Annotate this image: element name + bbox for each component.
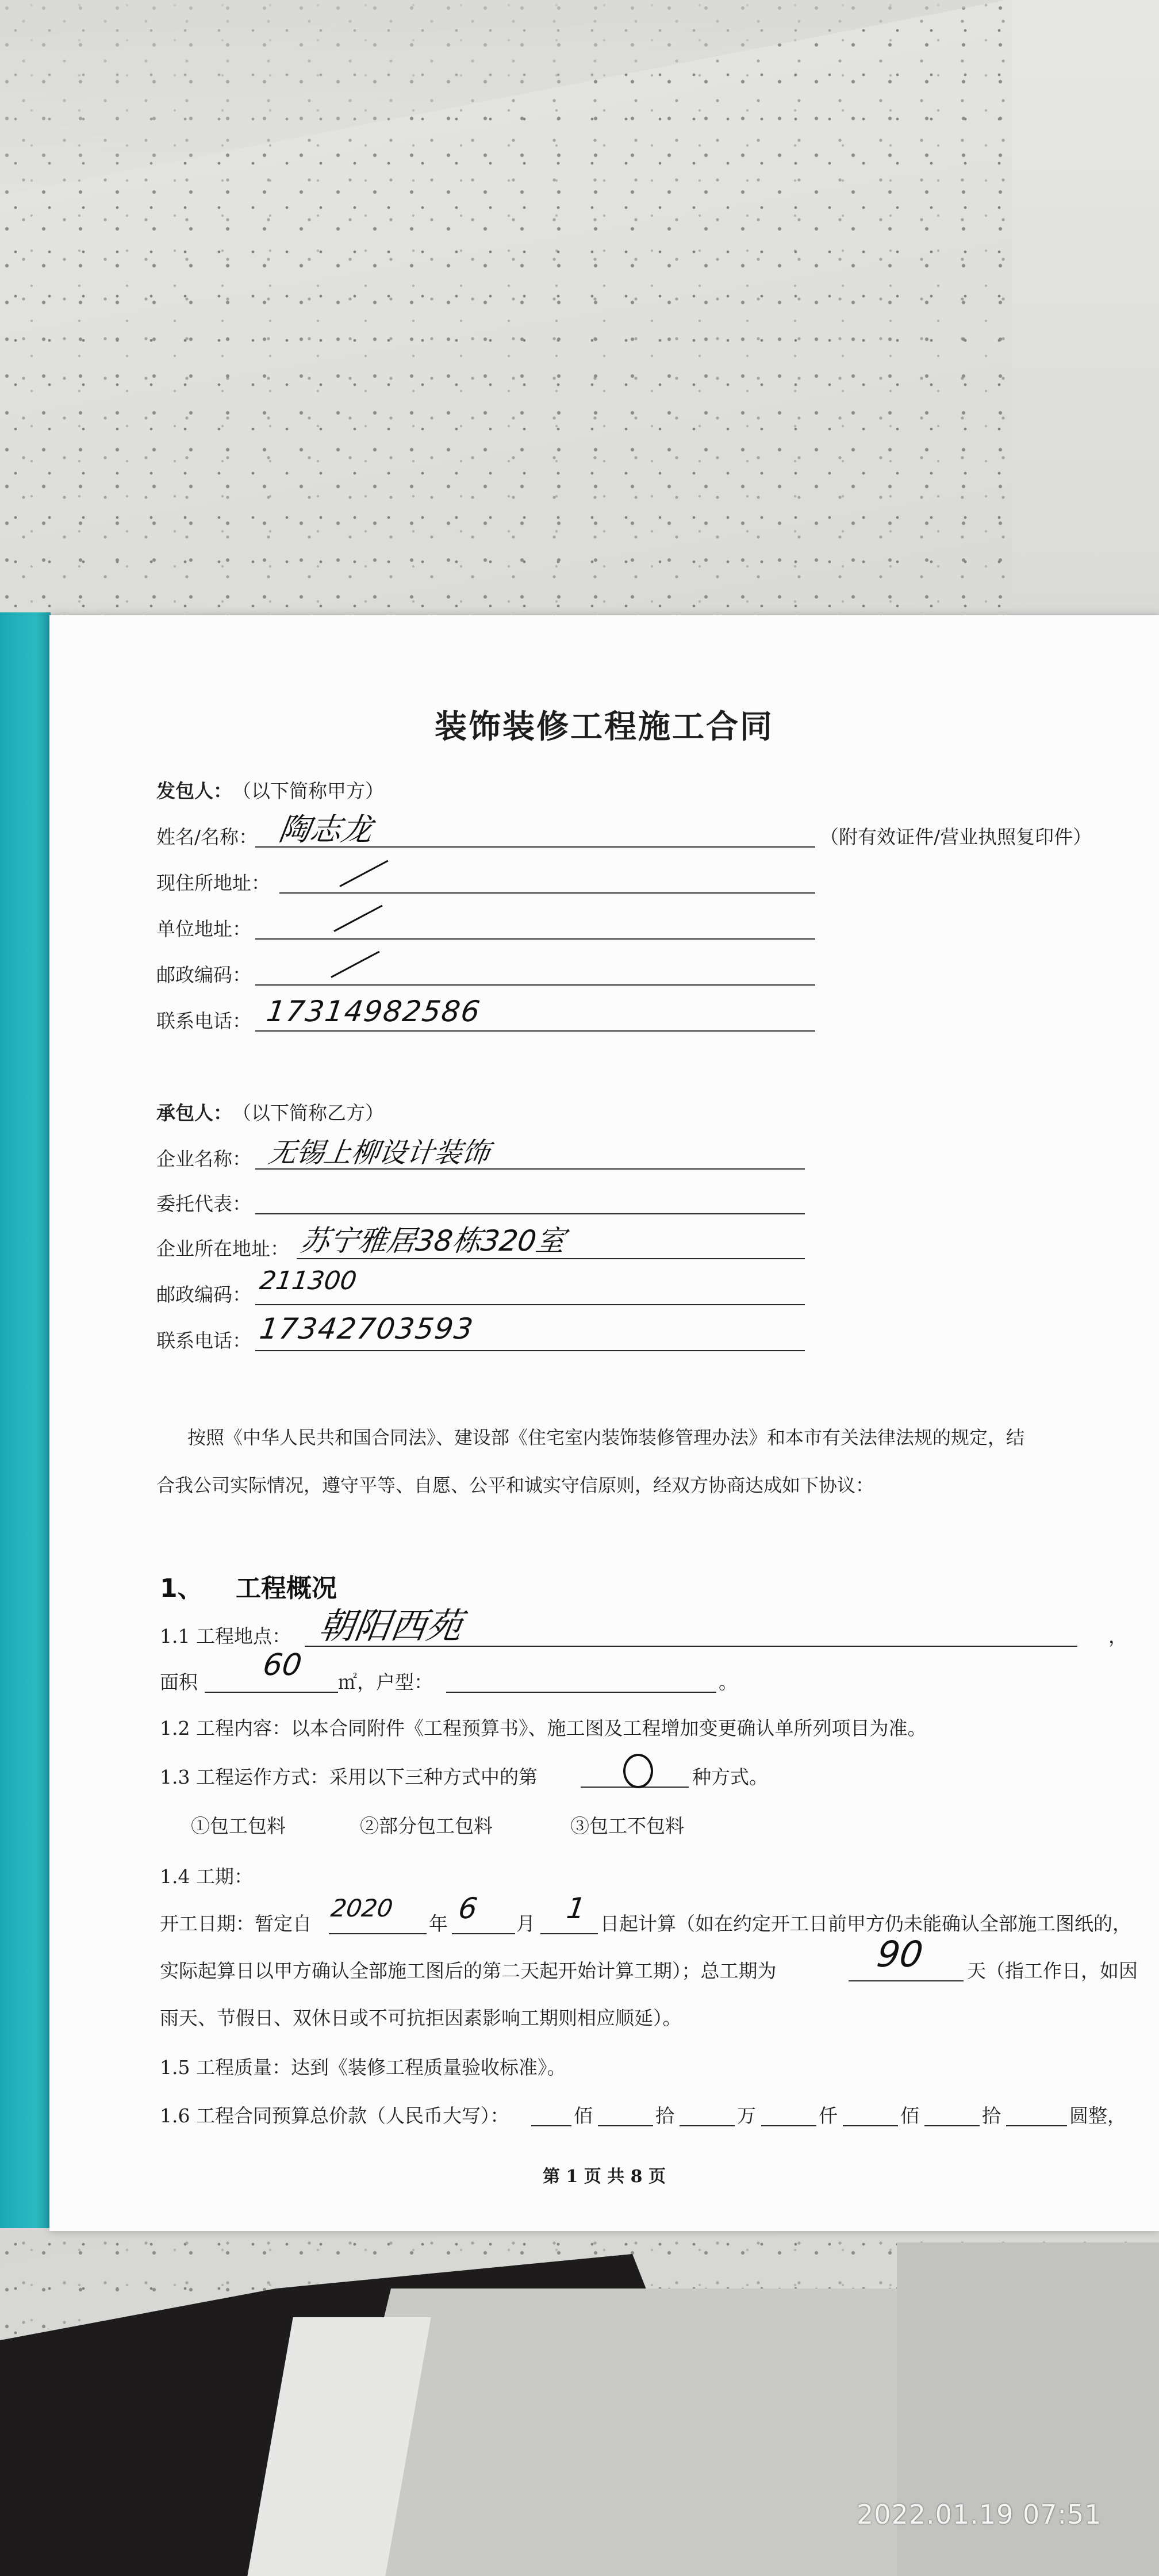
- location-end: ，: [1108, 1625, 1127, 1647]
- party-a-postcode-label: 邮政编码：: [156, 964, 251, 986]
- party-b-agent-line: [255, 1213, 805, 1214]
- option-2: ②部分包工包料: [360, 1815, 493, 1837]
- price-blank-4: [761, 2125, 816, 2126]
- party-b-postcode-label: 邮政编码：: [156, 1283, 251, 1306]
- layout-line: [446, 1692, 716, 1693]
- price-blank-3: [680, 2125, 735, 2126]
- option-1: ①包工包料: [191, 1815, 286, 1837]
- period-label: 1.4 工期：: [160, 1865, 253, 1888]
- photo-timestamp: 2022.01.19 07:51: [857, 2499, 1102, 2530]
- start-prefix: 开工日期：暂定自: [160, 1912, 312, 1935]
- year-value: 2020: [329, 1894, 395, 1922]
- section-number: 1、: [160, 1574, 203, 1603]
- party-a-work-address-value: [333, 905, 382, 932]
- price-unit-2: 拾: [655, 2104, 674, 2127]
- area-unit: ㎡，户型：: [338, 1671, 433, 1693]
- party-a-name-note: （附有效证件/营业执照复印件）: [820, 826, 1092, 848]
- day-line: [540, 1933, 598, 1934]
- price-unit-1: 佰: [574, 2104, 593, 2127]
- price-blank-1: [531, 2125, 571, 2126]
- year-unit: 年: [429, 1912, 448, 1935]
- party-b-phone-value: 17342703593: [257, 1312, 477, 1346]
- method-suffix: 种方式。: [692, 1766, 768, 1788]
- party-a-postcode-line: [255, 984, 815, 986]
- total-days-value: 90: [874, 1933, 926, 1975]
- party-a-phone-line: [255, 1030, 815, 1032]
- price-blank-5: [843, 2125, 898, 2126]
- wall-tile: [1012, 0, 1159, 621]
- area-line: [205, 1692, 338, 1693]
- price-unit-5: 佰: [900, 2104, 919, 2127]
- total-days-line: [849, 1980, 964, 1981]
- party-b-postcode-line: [255, 1304, 805, 1305]
- folder-cover: [0, 612, 51, 2228]
- period-line-3: 雨天、节假日、双休日或不可抗拒因素影响工期则相应顺延）。: [160, 2007, 682, 2029]
- price-unit-4: 仟: [819, 2104, 838, 2127]
- price-unit-7: 圆整，: [1069, 2104, 1126, 2127]
- price-blank-7: [1006, 2125, 1067, 2126]
- price-unit-3: 万: [737, 2104, 756, 2127]
- contract-page: [49, 615, 1159, 2231]
- price-blank-6: [924, 2125, 980, 2126]
- party-a-heading-note: （以下简称甲方）: [232, 780, 384, 802]
- party-b-heading-note: （以下简称乙方）: [232, 1102, 384, 1124]
- party-b-agent-label: 委托代表：: [156, 1193, 251, 1215]
- party-b-location-label: 企业所在地址：: [156, 1237, 289, 1260]
- year-line: [329, 1933, 427, 1934]
- party-b-postcode-value: 211300: [258, 1266, 359, 1295]
- party-a-address-line: [279, 892, 815, 894]
- party-b-phone-line: [255, 1350, 805, 1351]
- document-title: 装饰装修工程施工合同: [435, 708, 774, 746]
- method-prefix: 1.3 工程运作方式：采用以下三种方式中的第: [160, 1766, 538, 1788]
- month-value: 6: [456, 1892, 479, 1925]
- party-b-company-value: 无锡上柳设计装饰: [266, 1137, 492, 1169]
- quality-clause: 1.5 工程质量：达到《装修工程质量验收标准》。: [160, 2056, 566, 2079]
- month-line: [452, 1933, 515, 1934]
- month-unit: 月: [516, 1912, 535, 1935]
- party-a-heading: 发包人：: [156, 780, 232, 802]
- price-unit-6: 拾: [982, 2104, 1001, 2127]
- work-content: 1.2 工程内容：以本合同附件《工程预算书》、施工图及工程增加变更确认单所列项目为准。: [160, 1717, 927, 1739]
- intro-line-1: 按照《中华人民共和国合同法》、建设部《住宅室内装饰装修管理办法》和本市有关法律法规的规定，结: [187, 1427, 1025, 1448]
- location-label: 1.1 工程地点：: [160, 1625, 291, 1647]
- option-3: ③包工不包料: [570, 1815, 684, 1837]
- intro-line-2: 合我公司实际情况，遵守平等、自愿、公平和诚实守信原则，经双方协商达成如下协议：: [156, 1474, 874, 1496]
- party-a-name-label: 姓名/名称：: [156, 826, 258, 848]
- party-a-phone-value: 17314982586: [264, 995, 483, 1028]
- party-b-heading: 承包人：: [156, 1102, 232, 1124]
- area-label: 面积: [160, 1671, 198, 1693]
- party-a-address-label: 现住所地址：: [156, 872, 270, 894]
- party-a-postcode-value: [331, 951, 379, 978]
- day-value: 1: [564, 1892, 588, 1925]
- page-footer: 第 1 页 共 8 页: [543, 2167, 666, 2187]
- price-prefix: 1.6 工程合同预算总价款（人民币大写）：: [160, 2104, 509, 2127]
- price-blank-2: [598, 2125, 653, 2126]
- method-value: [623, 1754, 653, 1788]
- start-suffix: 日起计算（如在约定开工日前甲方仍未能确认全部施工图纸的，: [600, 1912, 1131, 1935]
- party-a-work-address-label: 单位地址：: [156, 918, 251, 940]
- period-line-2-prefix: 实际起算日以甲方确认全部施工图后的第二天起开始计算工期）；总工期为: [160, 1960, 777, 1982]
- area-end: 。: [719, 1671, 738, 1693]
- party-b-phone-label: 联系电话：: [156, 1329, 251, 1352]
- location-value: 朝阳西苑: [316, 1605, 465, 1647]
- party-a-name-value: 陶志龙: [277, 811, 375, 848]
- section-title: 工程概况: [236, 1574, 337, 1603]
- party-a-work-address-line: [255, 938, 815, 940]
- party-a-address-value: [339, 860, 388, 887]
- party-b-company-label: 企业名称：: [156, 1148, 251, 1170]
- party-b-location-value: 苏宁雅居38栋320室: [298, 1224, 567, 1258]
- party-a-phone-label: 联系电话：: [156, 1010, 251, 1032]
- area-value: 60: [260, 1648, 304, 1682]
- period-line-2-suffix: 天（指工作日，如因: [967, 1960, 1138, 1982]
